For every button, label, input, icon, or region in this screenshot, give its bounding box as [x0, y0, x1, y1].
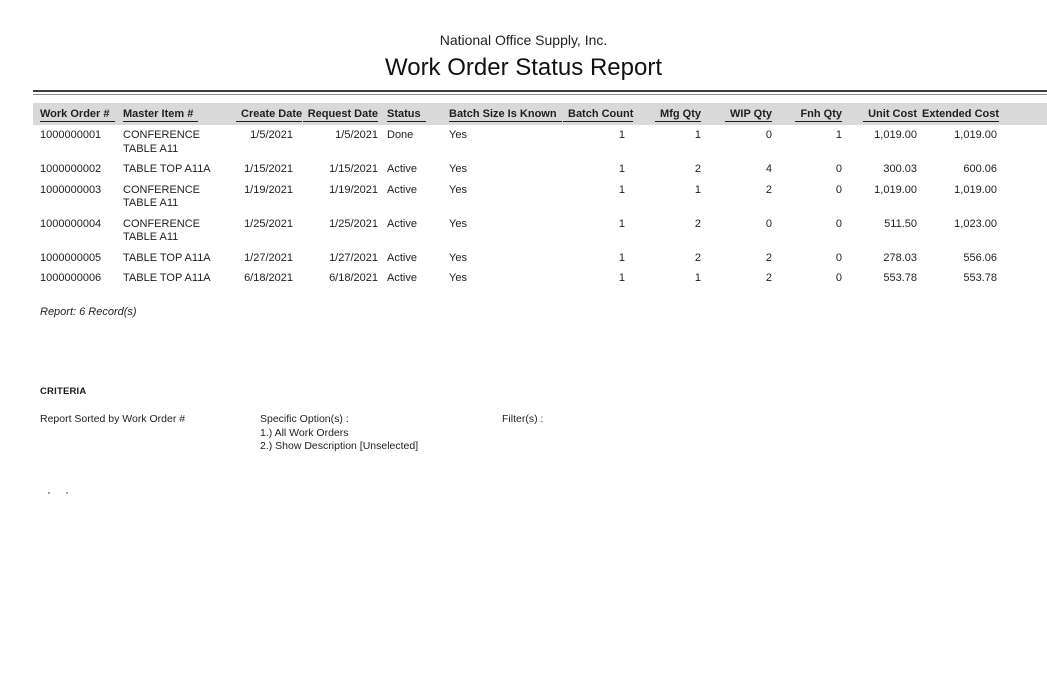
table-row	[33, 180, 1047, 214]
company-name: National Office Supply, Inc.	[439, 32, 608, 48]
table-cell: 6/18/2021	[244, 272, 293, 284]
table-cell: TABLE TOP A11A	[123, 272, 211, 284]
table-cell: 4	[765, 163, 772, 175]
table-cell: Yes	[449, 129, 467, 141]
column-header: WIP Qty	[701, 103, 772, 125]
table-cell: 1	[835, 129, 842, 141]
table-cell: 1/15/2021	[329, 163, 378, 175]
table-cell: 0	[835, 217, 842, 230]
table-cell: 1	[618, 272, 625, 284]
table-cell: 1000000004	[40, 217, 102, 230]
table-cell: 1000000003	[40, 183, 102, 196]
table-cell: 2	[694, 217, 701, 230]
table-cell: 1	[618, 163, 625, 175]
specific-options-label: Specific Option(s) :	[260, 413, 349, 425]
header-row	[33, 103, 1047, 125]
column-header: Fnh Qty	[772, 103, 842, 125]
table-cell: 1000000006	[40, 272, 102, 284]
table-cell: 2	[765, 183, 772, 196]
table-cell: 2	[765, 272, 772, 284]
table-cell: 1/15/2021	[244, 163, 293, 175]
table-cell: 1/25/2021	[329, 217, 378, 230]
column-header: Master Item #	[123, 103, 236, 125]
table-cell: 0	[835, 272, 842, 284]
page-title: Work Order Status Report	[385, 54, 662, 81]
table-cell: Yes	[449, 183, 467, 196]
table-row	[33, 125, 1047, 159]
column-header: Batch Count	[563, 103, 625, 125]
column-header: Mfg Qty	[625, 103, 701, 125]
column-header: Batch Size Is Known	[449, 103, 563, 125]
criteria-heading: CRITERIA	[40, 386, 87, 397]
table-cell: 1/5/2021	[335, 129, 378, 141]
table-cell: 1,019.00	[954, 129, 997, 141]
table-cell: 1/27/2021	[329, 251, 378, 264]
table-cell: 556.06	[963, 251, 997, 264]
table-cell: 1,023.00	[954, 217, 997, 230]
table-cell: 0	[765, 129, 772, 141]
table-cell: 553.78	[883, 272, 917, 284]
specific-option-item: 2.) Show Description [Unselected]	[260, 440, 419, 452]
table-cell: 1/19/2021	[244, 183, 293, 196]
table-cell: 1	[618, 251, 625, 264]
table-cell: Done	[387, 129, 414, 141]
table-cell: 1/5/2021	[250, 129, 293, 141]
table-cell: 1	[694, 272, 701, 284]
column-header: Create Date	[236, 103, 293, 125]
table-cell: 6/18/2021	[329, 272, 378, 284]
table-row	[33, 214, 1047, 248]
specific-option-item: 1.) All Work Orders	[260, 426, 349, 439]
table-cell: 1/25/2021	[244, 217, 293, 230]
table-cell: 1/19/2021	[329, 183, 378, 196]
table-cell: 0	[835, 163, 842, 175]
table-cell: Active	[387, 163, 417, 175]
faint-dot	[48, 492, 50, 494]
column-header: Request Date	[293, 103, 378, 125]
table-cell: 600.06	[963, 163, 997, 175]
criteria-specific-options	[260, 413, 418, 454]
table-cell: Yes	[449, 272, 467, 284]
table-cell: 1	[618, 183, 625, 196]
table-cell: 0	[765, 217, 772, 230]
top-rule-dark	[33, 90, 1047, 92]
table-cell: TABLE TOP A11A	[123, 251, 211, 264]
table-cell: Yes	[449, 163, 467, 175]
table-cell: 1	[694, 183, 701, 196]
table-body	[33, 125, 1047, 289]
criteria-sorted-by: Report Sorted by Work Order #	[40, 413, 186, 425]
table-cell: 300.03	[883, 163, 917, 175]
table-row	[33, 268, 1047, 289]
table-cell: 0	[835, 183, 842, 196]
table-cell: Yes	[449, 251, 467, 264]
table-cell: 1000000005	[40, 251, 102, 264]
table-cell: CONFERENCE TABLE A11	[123, 129, 201, 155]
criteria-filters-label: Filter(s) :	[502, 413, 544, 425]
record-count: Report: 6 Record(s)	[40, 306, 137, 318]
table-cell: 278.03	[883, 251, 917, 264]
table-cell: Active	[387, 217, 417, 230]
table-cell: 1,019.00	[874, 129, 917, 141]
column-header: Status	[378, 103, 449, 125]
table-cell: 2	[765, 251, 772, 264]
table-cell: CONFERENCE TABLE A11	[123, 217, 201, 243]
table-cell: 1	[694, 129, 701, 141]
table-cell: 1/27/2021	[244, 251, 293, 264]
column-header: Extended Cost	[917, 103, 1047, 125]
column-header: Work Order #	[33, 103, 123, 125]
table-cell: 0	[835, 251, 842, 264]
table-cell: 1	[618, 129, 625, 141]
table-cell: Active	[387, 272, 417, 284]
table-cell: Yes	[449, 217, 467, 230]
table-cell: 1	[618, 217, 625, 230]
table-cell: Active	[387, 183, 417, 196]
table-cell: 1000000001	[40, 129, 102, 141]
table-cell: 553.78	[963, 272, 997, 284]
table-cell: 1000000002	[40, 163, 102, 175]
table-cell: 1,019.00	[874, 183, 917, 196]
table-cell: 511.50	[884, 217, 917, 230]
faint-dot	[66, 492, 68, 494]
table-cell: 2	[694, 163, 701, 175]
table-cell: 1,019.00	[954, 183, 997, 196]
table-cell: 2	[694, 251, 701, 264]
table-row	[33, 248, 1047, 269]
table-row	[33, 159, 1047, 180]
table-cell: TABLE TOP A11A	[123, 163, 211, 175]
work-order-table	[33, 103, 1047, 289]
column-header: Unit Cost	[842, 103, 917, 125]
table-cell: CONFERENCE TABLE A11	[123, 183, 201, 209]
top-rule-light	[33, 94, 1047, 95]
table-cell: Active	[387, 251, 417, 264]
